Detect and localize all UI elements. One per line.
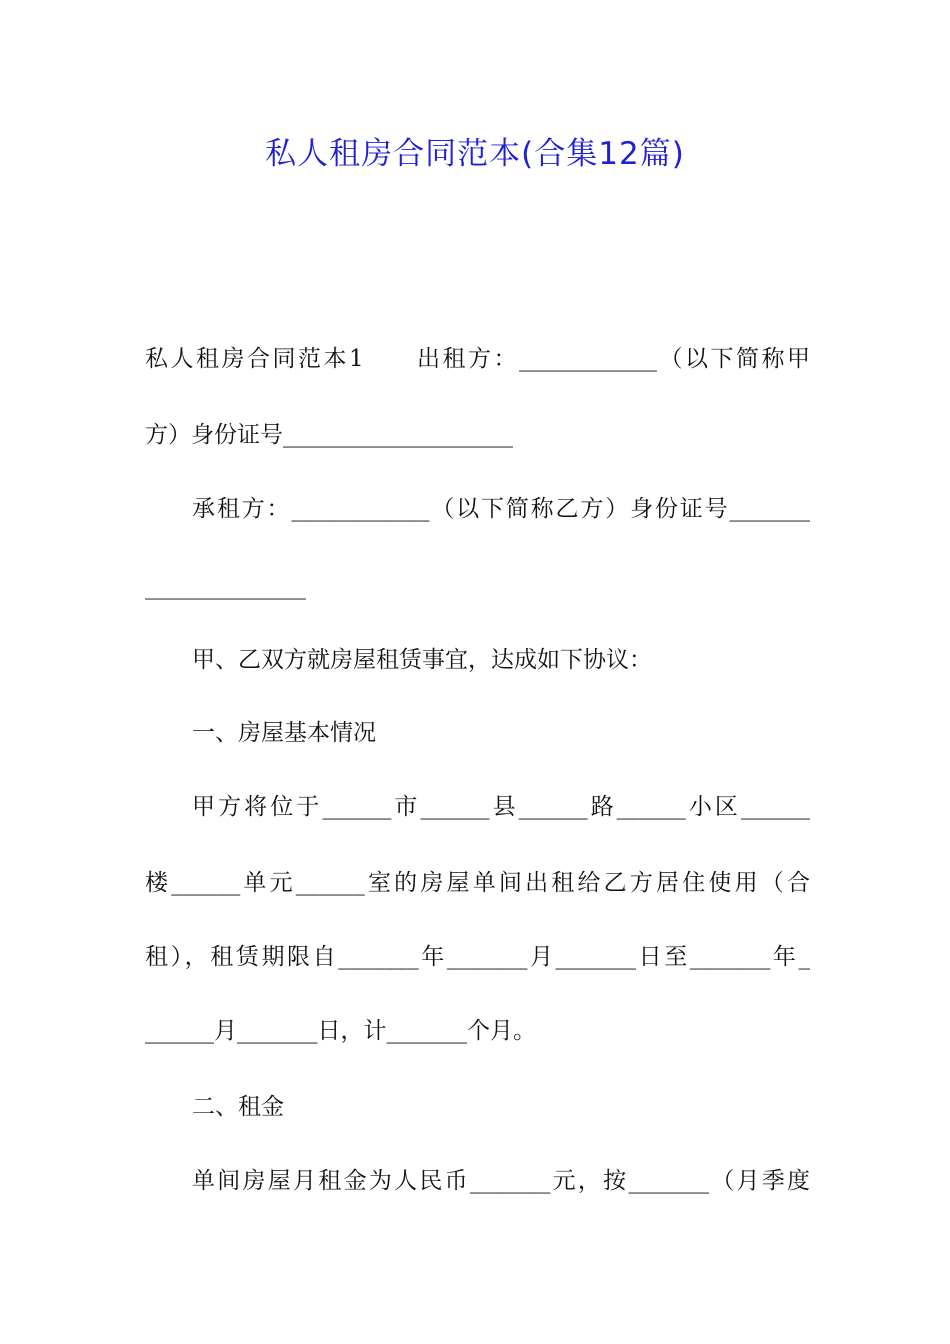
paragraph-line: 承租方：____________（以下简称乙方）身份证号_______ (192, 496, 810, 522)
paragraph-line: 甲方将位于______市______县______路______小区______ (192, 794, 810, 820)
paragraph-line: ______月_______日，计_______个月。 (145, 1018, 536, 1044)
paragraph-line: 租），租赁期限自_______年_______月_______日至_______年_ (145, 944, 810, 970)
paragraph-line: 楼______单元______室的房屋单间出租给乙方居住使用（合 (145, 870, 810, 896)
paragraph-line: ______________ (145, 574, 306, 600)
paragraph-line: 单间房屋月租金为人民币_______元，按_______（月季度 (192, 1168, 810, 1194)
paragraph-line: 私人租房合同范本1 出租方：____________（以下简称甲 (145, 346, 810, 372)
paragraph-line: 方）身份证号____________________ (145, 422, 513, 448)
section-heading: 二、租金 (192, 1094, 284, 1120)
section-heading: 一、房屋基本情况 (192, 720, 376, 746)
document-title: 私人租房合同范本(合集12篇) (265, 136, 685, 172)
paragraph-line: 甲、乙双方就房屋租赁事宜，达成如下协议： (192, 647, 652, 673)
